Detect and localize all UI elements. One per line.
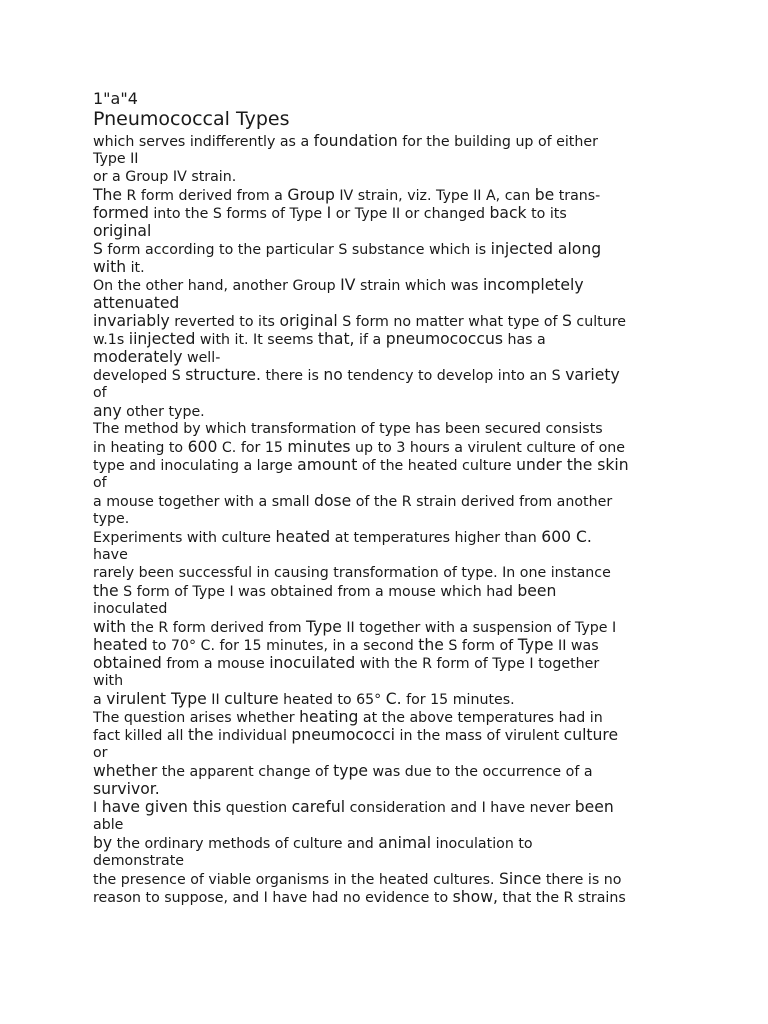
emphasized-text: original [93,222,152,240]
emphasized-text: virulent Type [106,690,207,708]
emphasized-text: attenuated [93,294,180,312]
emphasized-text: have given this [101,798,222,816]
text-line [93,852,693,870]
text-segment: with it. It seems [195,332,318,348]
text-segment: have [93,547,128,563]
text-segment: inoculation to [431,836,533,852]
text-line [93,762,693,780]
emphasized-text: the [187,726,214,744]
text-segment: S form of [443,638,518,654]
text-line [93,132,693,150]
text-line [93,204,693,222]
text-line [93,816,693,834]
text-segment: individual [213,728,292,744]
text-segment: II together with a suspension of Type I [341,620,617,636]
header-code: 1"a"4 [93,89,138,108]
emphasized-text: structure. [185,366,261,384]
text-segment: at the above temperatures had in [358,710,603,726]
text-line [93,474,693,492]
text-segment: Experiments with culture [93,530,276,546]
emphasized-text: Type [306,618,342,636]
emphasized-text: variety [565,366,620,384]
text-line [93,312,693,330]
text-line [93,726,693,744]
text-line [93,744,693,762]
emphasized-text: 600 C. [541,528,592,546]
text-segment: w.1s [93,332,129,348]
text-segment: fact killed all [93,728,188,744]
emphasized-text: survivor. [93,780,160,798]
text-segment: R form derived from a [122,188,288,204]
text-line [93,492,693,510]
text-segment: to its [526,206,567,222]
text-line [93,708,693,726]
emphasized-text: original [279,312,338,330]
text-segment: S form of Type I was obtained from a mouse which had [118,584,518,600]
emphasized-text: no [323,366,343,384]
emphasized-text: been [517,582,557,600]
text-segment: demonstrate [93,853,184,869]
text-segment: of the R strain derived from another [351,494,613,510]
emphasized-text: careful [291,798,346,816]
text-segment: the presence of viable organisms in the heated cultures. [93,872,500,888]
text-segment: the ordinary methods of culture and [112,836,379,852]
text-segment: heated to 65° [278,692,386,708]
text-line [93,240,693,258]
text-line [93,582,693,600]
emphasized-text: pneumococci [291,726,395,744]
text-segment: reason to suppose, and I have had no evidence to [93,890,453,906]
emphasized-text: dose [314,492,352,510]
text-segment: question [221,800,292,816]
text-segment: a mouse together with a small [93,494,315,510]
text-segment: The question arises whether [93,710,300,726]
body-text [93,132,693,906]
emphasized-text: inocuilated [269,654,356,672]
text-segment: trans- [554,188,601,204]
emphasized-text: injected along [490,240,602,258]
emphasized-text: Type [517,636,554,654]
text-segment: able [93,817,124,833]
text-segment: of [93,475,107,491]
text-segment: has a [502,332,546,348]
text-segment: type and inoculating a large [93,458,298,474]
text-line [93,564,693,582]
emphasized-text: that, [317,330,355,348]
text-segment: that the R strains [497,890,626,906]
text-line [93,636,693,654]
emphasized-text: IV [340,276,356,294]
emphasized-text: be [534,186,555,204]
text-segment: S form no matter what type of [337,314,563,330]
emphasized-text: iinjected [128,330,196,348]
emphasized-text: the [418,636,444,654]
text-line [93,366,693,384]
text-segment: inoculated [93,601,168,617]
emphasized-text: the [93,582,119,600]
emphasized-text: S [93,240,103,258]
text-line [93,834,693,852]
text-segment: IV strain, viz. Type II A, can [334,188,535,204]
text-segment: consideration and I have never [345,800,575,816]
emphasized-text: Since [499,870,542,888]
emphasized-text: heated [93,636,148,654]
emphasized-text: moderately [93,348,183,366]
emphasized-text: C. [385,690,402,708]
text-line [93,546,693,564]
text-line [93,888,693,906]
text-segment: of [93,385,107,401]
text-line [93,600,693,618]
text-segment: C. for 15 [217,440,288,456]
emphasized-text: show, [452,888,498,906]
emphasized-text: amount [297,456,358,474]
text-segment: if a [354,332,386,348]
emphasized-text: pneumococcus [385,330,503,348]
emphasized-text: back [489,204,527,222]
text-line [93,438,693,456]
emphasized-text: culture [224,690,279,708]
emphasized-text: been [574,798,614,816]
text-segment: II [206,692,225,708]
text-segment: in heating to [93,440,188,456]
text-line [93,258,693,276]
text-segment: there is [260,368,324,384]
emphasized-text: under the skin [516,456,629,474]
emphasized-text: 600 [187,438,218,456]
text-segment: developed S [93,368,186,384]
emphasized-text: The [93,186,123,204]
text-line [93,510,693,528]
text-segment: with the R form of Type I together [355,656,600,672]
text-line [93,690,693,708]
text-segment: well- [182,350,221,366]
text-segment: other type. [121,404,205,420]
text-segment: type. [93,511,130,527]
text-segment: in the mass of virulent [395,728,564,744]
emphasized-text: Group [287,186,335,204]
text-line [93,168,693,186]
emphasized-text: heating [299,708,359,726]
text-line [93,402,693,420]
emphasized-text: foundation [313,132,398,150]
text-line [93,384,693,402]
text-line [93,528,693,546]
text-segment: there is no [541,872,622,888]
text-segment: which serves indifferently as a [93,134,314,150]
text-segment: tendency to develop into an S [342,368,566,384]
emphasized-text: animal [378,834,432,852]
text-segment: up to 3 hours a virulent culture of one [350,440,625,456]
text-segment: to 70° C. for 15 minutes, in a second [147,638,419,654]
text-segment: or a Group IV strain. [93,169,237,185]
text-line [93,276,693,294]
text-line [93,348,693,366]
emphasized-text: type [333,762,369,780]
text-line [93,150,693,168]
text-segment: at temperatures higher than [330,530,542,546]
text-segment: from a mouse [161,656,270,672]
emphasized-text: culture [563,726,619,744]
emphasized-text: formed [93,204,149,222]
text-line [93,294,693,312]
text-segment: it. [126,260,145,276]
text-segment: into the S forms of Type [148,206,327,222]
text-segment: The method by which transformation of type has been secured consists [93,421,603,437]
text-segment: form according to the particular S substance which is [102,242,491,258]
emphasized-text: invariably [93,312,170,330]
emphasized-text: obtained [93,654,162,672]
emphasized-text: any [93,402,122,420]
text-segment: the apparent change of [157,764,334,780]
text-segment: the R form derived from [126,620,307,636]
emphasized-text: S [562,312,572,330]
emphasized-text: minutes [287,438,351,456]
text-line [93,654,693,672]
text-segment: a [93,692,107,708]
emphasized-text: by [93,834,113,852]
emphasized-text: whether [93,762,158,780]
text-segment: culture [571,314,626,330]
text-line [93,672,693,690]
text-line [93,222,693,240]
text-line [93,186,693,204]
text-line [93,420,693,438]
emphasized-text: heated [275,528,331,546]
emphasized-text: with [93,258,127,276]
text-segment: for 15 minutes. [401,692,515,708]
text-segment: with [93,673,124,689]
text-segment: reverted to its [169,314,280,330]
text-segment: for the building up of either [397,134,598,150]
text-segment: I [93,800,102,816]
text-segment: of the heated culture [357,458,517,474]
emphasized-text: with [93,618,127,636]
text-line [93,456,693,474]
text-line [93,798,693,816]
text-segment: was due to the occurrence of a [368,764,593,780]
emphasized-text: I [326,204,332,222]
document-page [93,90,693,906]
text-segment: or Type II or changed [331,206,490,222]
text-line [93,618,693,636]
text-line [93,870,693,888]
text-segment: strain which was [355,278,483,294]
emphasized-text: incompletely [482,276,584,294]
text-segment: or [93,745,108,761]
text-line [93,780,693,798]
text-segment: Type II [93,151,139,167]
text-line [93,330,693,348]
text-segment: II was [553,638,599,654]
text-segment: rarely been successful in causing transformation of type. In one instance [93,565,611,581]
text-segment: On the other hand, another Group [93,278,341,294]
page-title: Pneumococcal Types [93,108,290,130]
